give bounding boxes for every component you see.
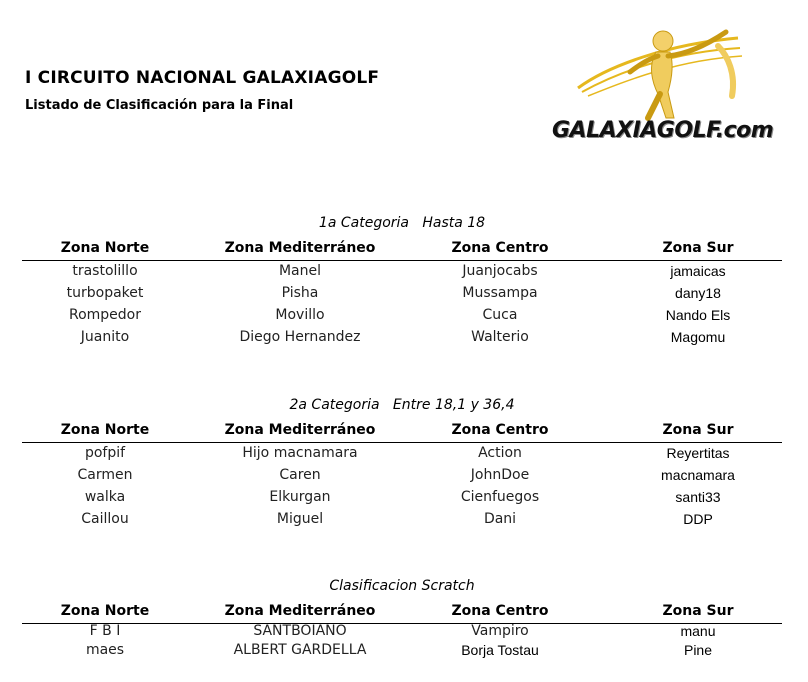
cell: ALBERT GARDELLA bbox=[233, 642, 367, 658]
cell: walka bbox=[84, 489, 126, 505]
cell: Borja Tostau bbox=[461, 642, 539, 658]
section-title: 2a Categoria Entre 18,1 y 36,4 bbox=[289, 397, 515, 413]
cell: turbopaket bbox=[66, 285, 144, 301]
galaxiagolf-logo bbox=[548, 26, 774, 146]
header-zona-centro: Zona Centro bbox=[451, 240, 549, 256]
cell: Carmen bbox=[77, 467, 133, 483]
section-title: 1a Categoria Hasta 18 bbox=[318, 215, 486, 231]
table-row bbox=[22, 467, 782, 489]
cell: SANTBOIANO bbox=[253, 623, 347, 639]
cell: Miguel bbox=[276, 511, 324, 527]
header-zona-mediterraneo: Zona Mediterráneo bbox=[224, 240, 376, 256]
cell: Vampiro bbox=[471, 623, 529, 639]
cell: JohnDoe bbox=[470, 467, 530, 483]
cell: dany18 bbox=[675, 285, 721, 301]
cell: Movillo bbox=[275, 307, 325, 323]
header-zona-sur: Zona Sur bbox=[662, 240, 734, 256]
table-row bbox=[22, 263, 782, 285]
cell: Juanjocabs bbox=[462, 263, 538, 279]
header-zona-centro: Zona Centro bbox=[451, 603, 549, 619]
cell: santi33 bbox=[675, 489, 721, 505]
table-row bbox=[22, 285, 782, 307]
table-header bbox=[22, 240, 782, 261]
page-subtitle: Listado de Clasificación para la Final bbox=[25, 98, 294, 113]
cell: Mussampa bbox=[462, 285, 538, 301]
cell: Hijo macnamara bbox=[242, 445, 358, 461]
cell: Nando Els bbox=[665, 307, 731, 323]
section-title: Clasificacion Scratch bbox=[329, 578, 475, 594]
header-zona-centro: Zona Centro bbox=[451, 422, 549, 438]
header-zona-sur: Zona Sur bbox=[662, 422, 734, 438]
header-zona-norte: Zona Norte bbox=[60, 603, 150, 619]
cell: maes bbox=[85, 642, 125, 658]
cell: Elkurgan bbox=[269, 489, 331, 505]
header-zona-mediterraneo: Zona Mediterráneo bbox=[224, 422, 376, 438]
header-zona-mediterraneo: Zona Mediterráneo bbox=[224, 603, 376, 619]
cell: pofpif bbox=[84, 445, 126, 461]
cell: Walterio bbox=[471, 329, 529, 345]
header-zona-norte: Zona Norte bbox=[60, 240, 150, 256]
cell: Magomu bbox=[670, 329, 726, 345]
cell: Pine bbox=[683, 642, 713, 658]
cell: manu bbox=[680, 623, 716, 639]
header-zona-norte: Zona Norte bbox=[60, 422, 150, 438]
cell: Action bbox=[478, 445, 522, 461]
cell: Caillou bbox=[81, 511, 129, 527]
logo-wordmark: GALAXIAGOLF.com bbox=[552, 118, 774, 143]
cell: Manel bbox=[278, 263, 322, 279]
cell: trastolillo bbox=[72, 263, 138, 279]
table-header bbox=[22, 422, 782, 443]
cell: Caren bbox=[279, 467, 321, 483]
cell: Rompedor bbox=[68, 307, 141, 323]
cell: Diego Hernandez bbox=[239, 329, 361, 345]
cell: Pisha bbox=[281, 285, 319, 301]
cell: Dani bbox=[483, 511, 517, 527]
table-row bbox=[22, 329, 782, 351]
table-header bbox=[22, 603, 782, 624]
table-row bbox=[22, 307, 782, 329]
cell: Reyertitas bbox=[666, 445, 730, 461]
cell: F B I bbox=[89, 623, 121, 639]
table-row bbox=[22, 489, 782, 511]
table-row bbox=[22, 642, 782, 664]
page-title: I CIRCUITO NACIONAL GALAXIAGOLF bbox=[25, 68, 380, 88]
header-zona-sur: Zona Sur bbox=[662, 603, 734, 619]
table-row bbox=[22, 445, 782, 467]
table-row bbox=[22, 511, 782, 533]
cell: jamaicas bbox=[670, 263, 726, 279]
cell: Cuca bbox=[482, 307, 518, 323]
cell: Juanito bbox=[80, 329, 130, 345]
cell: Cienfuegos bbox=[460, 489, 540, 505]
cell: macnamara bbox=[661, 467, 735, 483]
cell: DDP bbox=[683, 511, 713, 527]
